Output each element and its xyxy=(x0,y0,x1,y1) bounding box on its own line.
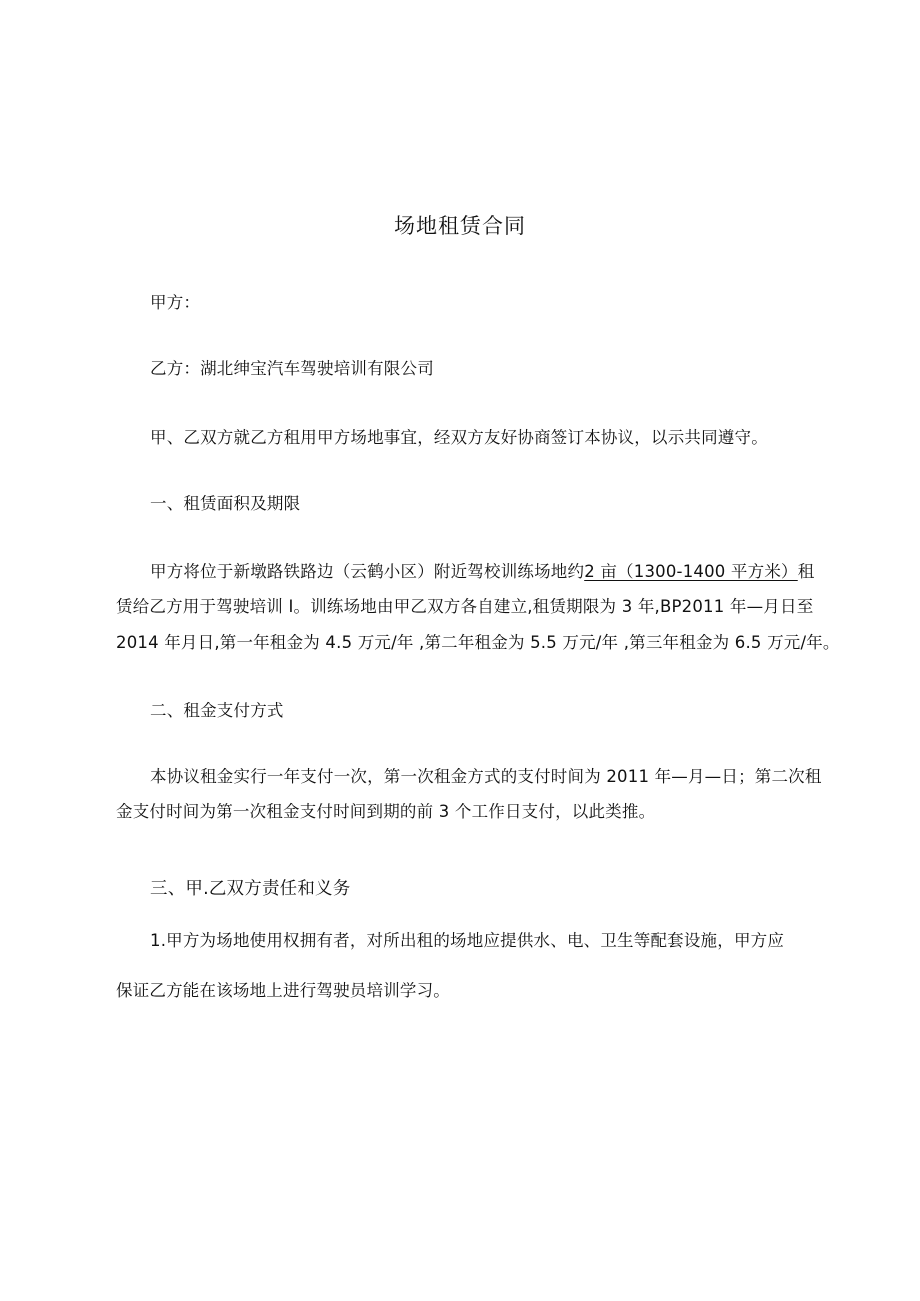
document-title: 场地租赁合同 xyxy=(394,214,526,238)
section1-heading: 一、租赁面积及期限 xyxy=(150,494,301,513)
section3-item1-line2: 保证乙方能在该场地上进行驾驶员培训学习。 xyxy=(116,981,450,1000)
section1-line1-underlined: 2 亩（1300-1400 平方米） xyxy=(584,562,798,581)
section3-heading: 三、甲.乙双方责任和义务 xyxy=(150,879,351,899)
intro-paragraph: 甲、乙双方就乙方租用甲方场地事宜，经双方友好协商签订本协议，以示共同遵守。 xyxy=(150,428,768,447)
section1-line1-prefix: 甲方将位于新墩路铁路边（云鹤小区）附近驾校训练场地约 xyxy=(150,562,585,581)
section3-item1-line1: 1.甲方为场地使用权拥有者，对所出租的场地应提供水、电、卫生等配套设施，甲方应 xyxy=(150,931,785,950)
section2-line2: 金支付时间为第一次租金支付时间到期的前 3 个工作日支付，以此类推。 xyxy=(116,802,656,821)
section1-line1-suffix: 租 xyxy=(797,562,815,581)
section1-line3: 2014 年月日,第一年租金为 4.5 万元/年 ,第二年租金为 5.5 万元/年 ,第三年租金为 6.5 万元/年。 xyxy=(116,633,840,652)
section1-line1 xyxy=(150,561,814,583)
section1-line2: 赁给乙方用于驾驶培训 I。训练场地由甲乙双方各自建立,租赁期限为 3 年,BP2011 年—月日至 xyxy=(116,597,814,616)
party-a-line: 甲方： xyxy=(150,293,201,312)
party-b-line: 乙方：湖北绅宝汽车驾驶培训有限公司 xyxy=(150,359,434,378)
section2-line1: 本协议租金实行一年支付一次，第一次租金方式的支付时间为 2011 年—月—日；第二次租 xyxy=(150,767,822,786)
section2-heading: 二、租金支付方式 xyxy=(150,701,284,720)
